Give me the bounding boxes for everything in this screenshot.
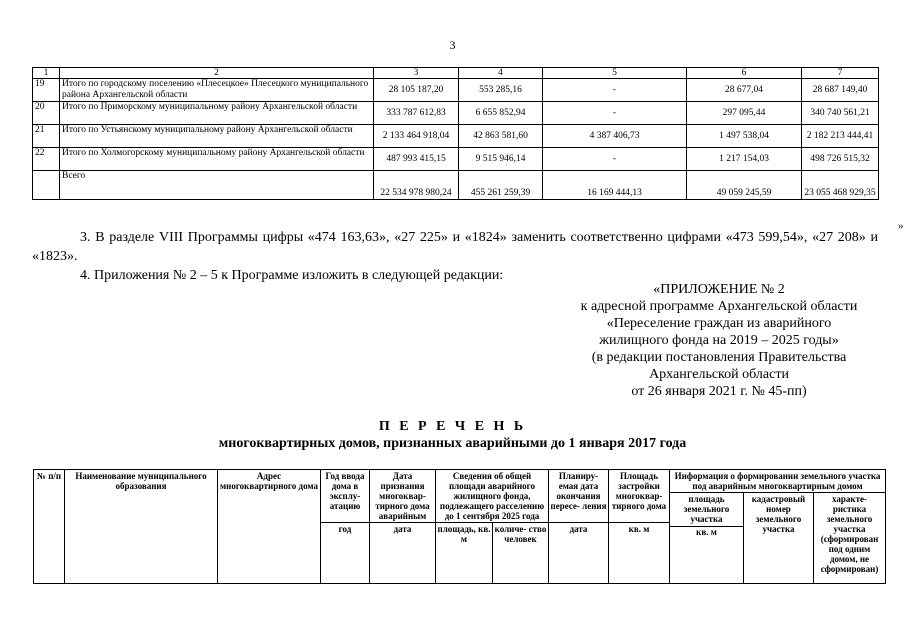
table-cell: 297 095,44 [687, 102, 802, 125]
list-title: П Е Р Е Ч Е Н Ь [378, 419, 527, 434]
appendix-line: (в редакции постановления Правительства [591, 350, 847, 365]
column-number: 7 [802, 68, 879, 79]
table-cell: - [543, 148, 687, 171]
header-no: № п/п [34, 470, 65, 584]
table-row [33, 79, 879, 102]
list-subtitle: многоквартирных домов, признанных аварийными до 1 января 2017 года [218, 436, 687, 451]
row-name: Итого по Устьянскому муниципальному району Архангельской области [60, 125, 374, 148]
header-land-area-label: площадь земельного участка [683, 494, 730, 524]
table-cell: 2 133 464 918,04 [374, 125, 459, 148]
row-name: Итого по городскому поселению «Плесецкое» Плесецкого муниципального района Архангельской области [60, 79, 374, 102]
buildings-list-table-header [33, 469, 886, 584]
closing-quote: » [898, 220, 904, 232]
row-name: Итого по Холмогорскому муниципальному району Архангельской области [60, 148, 374, 171]
table-cell: 340 740 561,21 [802, 102, 879, 125]
column-number: 2 [60, 68, 374, 79]
appendix-line: к адресной программе Архангельской области [580, 299, 858, 314]
table-row [33, 102, 879, 125]
column-number-row [33, 68, 879, 79]
table-cell: 28 677,04 [687, 79, 802, 102]
paragraph-4: 4. Приложения № 2 – 5 к Программе изложить в следующей редакции: [80, 268, 504, 283]
row-name: Всего [60, 171, 374, 200]
table-cell: 28 105 187,20 [374, 79, 459, 102]
table-cell: 49 059 245,59 [687, 171, 802, 200]
unit-date: дата [370, 523, 436, 584]
appendix-line: «ПРИЛОЖЕНИЕ № 2 [653, 282, 785, 297]
paragraph-3 [32, 228, 878, 266]
appendix-line: «Переселение граждан из аварийного [606, 316, 832, 331]
column-number: 1 [33, 68, 60, 79]
table-cell: 455 261 259,39 [459, 171, 543, 200]
appendix-line: от 26 января 2021 г. № 45-пп) [631, 384, 807, 399]
table-cell: 6 655 852,94 [459, 102, 543, 125]
row-name: Итого по Приморскому муниципальному району Архангельской области [60, 102, 374, 125]
table-cell: 16 169 444,13 [543, 171, 687, 200]
table-cell: 4 387 406,73 [543, 125, 687, 148]
table-cell: - [543, 102, 687, 125]
table-cell: 1 217 154,03 [687, 148, 802, 171]
table-cell: 333 787 612,83 [374, 102, 459, 125]
unit-land: кв. м [670, 526, 743, 537]
appendix-line: жилищного фонда на 2019 – 2025 годы» [599, 333, 839, 348]
table-cell: 23 055 468 929,35 [802, 171, 879, 200]
unit-planned-date: дата [549, 523, 609, 584]
header-municipality: Наименование муниципального образования [65, 470, 218, 584]
header-building-area: Площадь застройки многоквар- тирного дома [609, 470, 670, 523]
header-total-area-info: Сведения об общей площади аварийного жилищного фонда, подлежащего расселению до 1 сентября 2025 года [436, 470, 549, 523]
paragraph-3-text: 3. В разделе VIII Программы цифры «474 163,63», «27 225» и «1824» заменить соответственно цифрами «473 599,54», «27 208» и «1823». [32, 230, 878, 264]
table-cell: 1 497 538,04 [687, 125, 802, 148]
table-cell: 22 534 978 980,24 [374, 171, 459, 200]
table-row [33, 125, 879, 148]
row-number: 20 [33, 102, 60, 125]
header-address: Адрес многоквартирного дома [218, 470, 321, 584]
table-cell: 9 515 946,14 [459, 148, 543, 171]
page-number: 3 [449, 38, 456, 52]
total-row [33, 171, 879, 200]
header-emergency-date: Дата признания многоквар- тирного дома аварийным [370, 470, 436, 523]
unit-people: количе- ство человек [493, 523, 549, 584]
table-cell: 42 863 581,60 [459, 125, 543, 148]
table-cell: 28 687 149,40 [802, 79, 879, 102]
header-land-area [670, 493, 744, 584]
table-cell: 487 993 415,15 [374, 148, 459, 171]
unit-year: год [321, 523, 370, 584]
table-cell: 2 182 213 444,41 [802, 125, 879, 148]
row-number: 22 [33, 148, 60, 171]
header-characteristic: характе- ристика земельного участка (сформирован под одним домом, не сформирован) [814, 493, 886, 584]
column-number: 4 [459, 68, 543, 79]
column-number: 3 [374, 68, 459, 79]
table-row [33, 148, 879, 171]
table-cell: 498 726 515,32 [802, 148, 879, 171]
column-number: 5 [543, 68, 687, 79]
unit-building-area: кв. м [609, 523, 670, 584]
row-number: 21 [33, 125, 60, 148]
row-number: 19 [33, 79, 60, 102]
unit-area: площадь, кв. м [436, 523, 493, 584]
table-cell: - [543, 79, 687, 102]
column-number: 6 [687, 68, 802, 79]
row-number [33, 171, 60, 200]
header-land-info: Информация о формировании земельного участка под аварийным многоквартирным домом [670, 470, 886, 493]
appendix-heading [560, 281, 878, 400]
table-cell: 553 285,16 [459, 79, 543, 102]
summary-table [32, 67, 879, 200]
header-cadastral: кадастровый номер земельного участка [744, 493, 814, 584]
header-planned-date: Планиру- емая дата окончания пересе- ления [549, 470, 609, 523]
appendix-line: Архангельской области [649, 367, 789, 382]
header-year: Год ввода дома в эксплу- атацию [321, 470, 370, 523]
